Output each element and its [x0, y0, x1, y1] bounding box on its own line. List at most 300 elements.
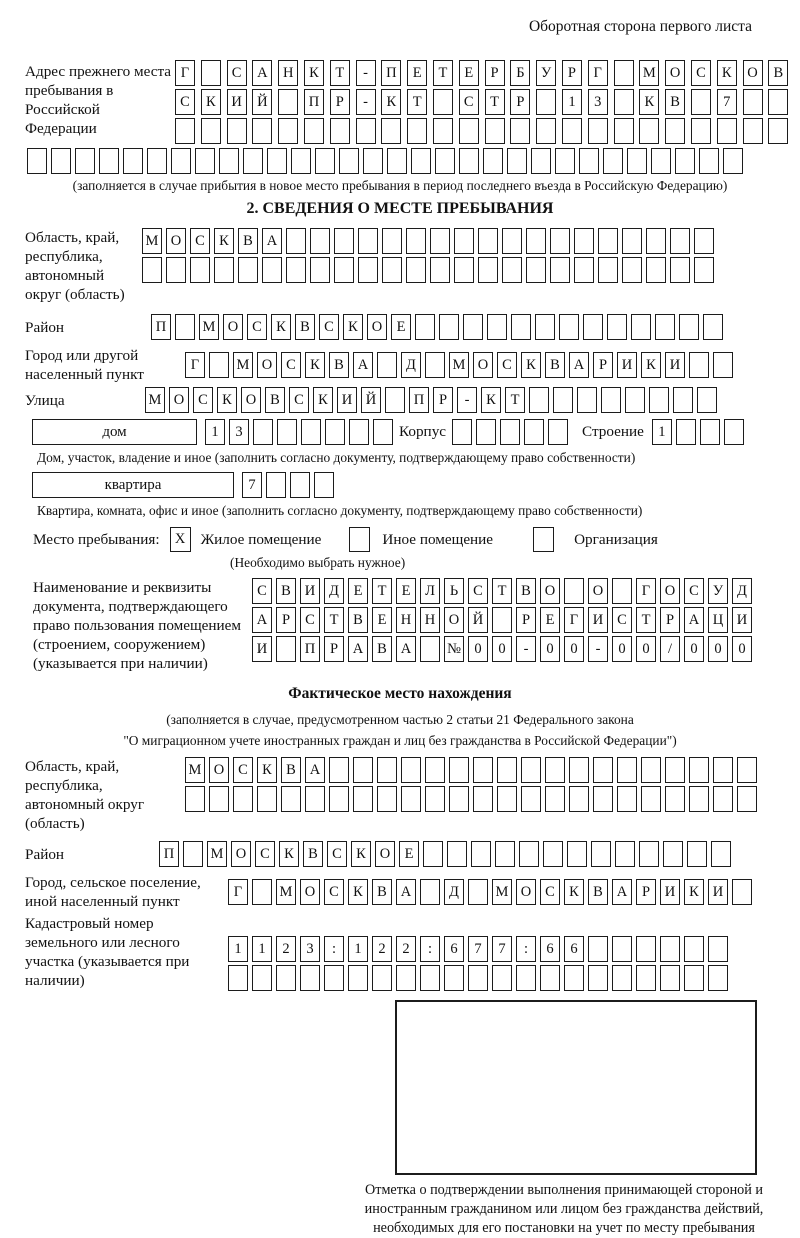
- char-cell: С: [247, 314, 267, 340]
- char-cell: [492, 607, 512, 633]
- char-cell: [425, 757, 445, 783]
- char-cell: Р: [330, 89, 350, 115]
- char-cell: [377, 786, 397, 812]
- char-cell: [262, 257, 282, 283]
- char-cell: 6: [444, 936, 464, 962]
- char-cell: [276, 965, 296, 991]
- char-cell: В: [372, 636, 392, 662]
- char-cell: [463, 314, 483, 340]
- char-cell: 0: [564, 636, 584, 662]
- char-cell: 3: [588, 89, 608, 115]
- char-cell: -: [588, 636, 608, 662]
- char-cell: [356, 118, 376, 144]
- char-cell: [277, 419, 297, 445]
- char-cell: [717, 118, 737, 144]
- document-row-2: [252, 607, 756, 633]
- char-cell: [689, 352, 709, 378]
- char-cell: [562, 118, 582, 144]
- char-cell: А: [684, 607, 704, 633]
- char-cell: [353, 757, 373, 783]
- char-cell: И: [708, 879, 728, 905]
- char-cell: [703, 314, 723, 340]
- char-cell: :: [420, 936, 440, 962]
- char-cell: Е: [348, 578, 368, 604]
- stay-type-option-organization: Организация: [574, 530, 658, 548]
- char-cell: [330, 118, 350, 144]
- char-cell: [401, 786, 421, 812]
- char-cell: С: [255, 841, 275, 867]
- char-cell: 0: [684, 636, 704, 662]
- house-number-cells: [205, 419, 397, 445]
- char-cell: [310, 228, 330, 254]
- char-cell: 7: [492, 936, 512, 962]
- char-cell: [732, 879, 752, 905]
- char-cell: [591, 841, 611, 867]
- char-cell: [382, 228, 402, 254]
- char-cell: [531, 148, 551, 174]
- char-cell: [27, 148, 47, 174]
- char-cell: [641, 786, 661, 812]
- char-cell: [651, 148, 671, 174]
- char-cell: [574, 257, 594, 283]
- char-cell: С: [327, 841, 347, 867]
- apartment-box: квартира: [32, 472, 234, 498]
- char-cell: Т: [372, 578, 392, 604]
- char-cell: [614, 118, 634, 144]
- char-cell: [497, 757, 517, 783]
- char-cell: [310, 257, 330, 283]
- char-cell: [627, 148, 647, 174]
- char-cell: О: [241, 387, 261, 413]
- char-cell: П: [409, 387, 429, 413]
- char-cell: [334, 257, 354, 283]
- stay-type-label: Место пребывания:: [33, 530, 160, 548]
- char-cell: П: [159, 841, 179, 867]
- char-cell: Т: [505, 387, 525, 413]
- char-cell: [304, 118, 324, 144]
- char-cell: А: [348, 636, 368, 662]
- char-cell: 2: [396, 936, 416, 962]
- char-cell: [737, 786, 757, 812]
- char-cell: [687, 841, 707, 867]
- char-cell: [679, 314, 699, 340]
- char-cell: [406, 228, 426, 254]
- char-cell: В: [295, 314, 315, 340]
- char-cell: [201, 118, 221, 144]
- char-cell: К: [684, 879, 704, 905]
- char-cell: Е: [396, 578, 416, 604]
- char-cell: [673, 387, 693, 413]
- char-cell: И: [660, 879, 680, 905]
- char-cell: С: [540, 879, 560, 905]
- char-cell: [593, 757, 613, 783]
- street-row: [145, 387, 721, 413]
- char-cell: К: [271, 314, 291, 340]
- char-cell: [555, 148, 575, 174]
- char-cell: [622, 257, 642, 283]
- char-cell: [147, 148, 167, 174]
- cadastral-row-1: [228, 936, 732, 962]
- char-cell: [238, 257, 258, 283]
- char-cell: [612, 578, 632, 604]
- char-cell: [502, 228, 522, 254]
- char-cell: [564, 578, 584, 604]
- korpus-label: Корпус: [399, 423, 447, 440]
- char-cell: [649, 387, 669, 413]
- char-cell: С: [175, 89, 195, 115]
- char-cell: [349, 419, 369, 445]
- char-cell: К: [521, 352, 541, 378]
- char-cell: 3: [300, 936, 320, 962]
- char-cell: К: [351, 841, 371, 867]
- char-cell: С: [459, 89, 479, 115]
- char-cell: П: [151, 314, 171, 340]
- char-cell: [521, 786, 541, 812]
- char-cell: [723, 148, 743, 174]
- char-cell: Й: [361, 387, 381, 413]
- char-cell: И: [617, 352, 637, 378]
- char-cell: [559, 314, 579, 340]
- char-cell: В: [516, 578, 536, 604]
- char-cell: П: [300, 636, 320, 662]
- char-cell: [614, 89, 634, 115]
- char-cell: [507, 148, 527, 174]
- char-cell: В: [276, 578, 296, 604]
- char-cell: К: [257, 757, 277, 783]
- char-cell: О: [588, 578, 608, 604]
- char-cell: В: [329, 352, 349, 378]
- char-cell: [646, 228, 666, 254]
- stay-type-note: (Необходимо выбрать нужное): [230, 555, 406, 570]
- apartment-caption: Квартира, комната, офис и иное (заполнить согласно документу, подтверждающему право собственности): [37, 503, 643, 518]
- char-cell: В: [348, 607, 368, 633]
- char-cell: [334, 228, 354, 254]
- char-cell: А: [569, 352, 589, 378]
- char-cell: К: [641, 352, 661, 378]
- char-cell: [175, 118, 195, 144]
- prev-address-row-3: [175, 118, 794, 144]
- char-cell: С: [468, 578, 488, 604]
- char-cell: М: [639, 60, 659, 86]
- char-cell: [286, 257, 306, 283]
- char-cell: [433, 118, 453, 144]
- char-cell: О: [300, 879, 320, 905]
- char-cell: [449, 786, 469, 812]
- char-cell: К: [564, 879, 584, 905]
- char-cell: И: [252, 636, 272, 662]
- actual-location-title: Фактическое место нахождения: [288, 685, 512, 702]
- char-cell: [425, 352, 445, 378]
- char-cell: Р: [433, 387, 453, 413]
- stroenie-label: Строение: [582, 423, 644, 440]
- char-cell: К: [639, 89, 659, 115]
- char-cell: 1: [562, 89, 582, 115]
- char-cell: [768, 89, 788, 115]
- char-cell: [329, 786, 349, 812]
- char-cell: [593, 786, 613, 812]
- char-cell: Б: [510, 60, 530, 86]
- char-cell: Е: [540, 607, 560, 633]
- char-cell: Р: [516, 607, 536, 633]
- char-cell: [348, 965, 368, 991]
- char-cell: [583, 314, 603, 340]
- char-cell: [358, 228, 378, 254]
- fact-region-row-1: [185, 757, 761, 783]
- char-cell: [670, 257, 690, 283]
- char-cell: [641, 757, 661, 783]
- char-cell: Н: [396, 607, 416, 633]
- char-cell: [396, 965, 416, 991]
- char-cell: 7: [717, 89, 737, 115]
- char-cell: С: [300, 607, 320, 633]
- char-cell: М: [142, 228, 162, 254]
- char-cell: 0: [732, 636, 752, 662]
- char-cell: [598, 228, 618, 254]
- char-cell: [420, 879, 440, 905]
- char-cell: 3: [229, 419, 249, 445]
- char-cell: [660, 965, 680, 991]
- char-cell: [166, 257, 186, 283]
- char-cell: [190, 257, 210, 283]
- char-cell: О: [223, 314, 243, 340]
- document-label: Наименование и реквизиты документа, подтверждающего право пользования помещением (строением, сооружением) (указывается при наличии): [33, 579, 242, 672]
- char-cell: [553, 387, 573, 413]
- char-cell: [564, 965, 584, 991]
- char-cell: [425, 786, 445, 812]
- char-cell: [689, 786, 709, 812]
- char-cell: О: [209, 757, 229, 783]
- char-cell: О: [367, 314, 387, 340]
- char-cell: Т: [330, 60, 350, 86]
- char-cell: [473, 757, 493, 783]
- char-cell: Г: [175, 60, 195, 86]
- char-cell: [569, 757, 589, 783]
- char-cell: М: [185, 757, 205, 783]
- char-cell: [278, 89, 298, 115]
- char-cell: С: [281, 352, 301, 378]
- char-cell: С: [227, 60, 247, 86]
- char-cell: [253, 419, 273, 445]
- char-cell: [617, 757, 637, 783]
- region-label: Область, край, республика, автономный округ (область): [25, 229, 125, 303]
- char-cell: [243, 148, 263, 174]
- char-cell: [468, 879, 488, 905]
- char-cell: [487, 314, 507, 340]
- char-cell: [607, 314, 627, 340]
- char-cell: М: [207, 841, 227, 867]
- char-cell: [526, 228, 546, 254]
- char-cell: [423, 841, 443, 867]
- char-cell: [301, 419, 321, 445]
- char-cell: [435, 148, 455, 174]
- char-cell: Г: [636, 578, 656, 604]
- char-cell: [252, 965, 272, 991]
- char-cell: [639, 118, 659, 144]
- char-cell: К: [348, 879, 368, 905]
- char-cell: [601, 387, 621, 413]
- char-cell: Т: [485, 89, 505, 115]
- char-cell: [373, 419, 393, 445]
- char-cell: А: [353, 352, 373, 378]
- char-cell: [636, 965, 656, 991]
- stay-type-checkbox-organization: [533, 527, 554, 552]
- char-cell: [459, 118, 479, 144]
- char-cell: [358, 257, 378, 283]
- char-cell: [99, 148, 119, 174]
- char-cell: [411, 148, 431, 174]
- char-cell: [577, 387, 597, 413]
- char-cell: О: [231, 841, 251, 867]
- char-cell: Т: [433, 60, 453, 86]
- street-label: Улица: [25, 392, 65, 409]
- char-cell: М: [276, 879, 296, 905]
- char-cell: Й: [468, 607, 488, 633]
- char-cell: В: [238, 228, 258, 254]
- page-side-note: Оборотная сторона первого листа: [528, 18, 752, 35]
- char-cell: [476, 419, 496, 445]
- char-cell: [183, 841, 203, 867]
- char-cell: [454, 257, 474, 283]
- char-cell: С: [497, 352, 517, 378]
- char-cell: Д: [401, 352, 421, 378]
- char-cell: С: [324, 879, 344, 905]
- char-cell: [676, 419, 696, 445]
- char-cell: М: [492, 879, 512, 905]
- char-cell: [75, 148, 95, 174]
- char-cell: [363, 148, 383, 174]
- char-cell: [415, 314, 435, 340]
- char-cell: [536, 118, 556, 144]
- char-cell: [483, 148, 503, 174]
- char-cell: [51, 148, 71, 174]
- char-cell: О: [257, 352, 277, 378]
- char-cell: [684, 936, 704, 962]
- char-cell: [227, 118, 247, 144]
- char-cell: [743, 118, 763, 144]
- char-cell: 1: [205, 419, 225, 445]
- char-cell: [420, 636, 440, 662]
- char-cell: [708, 936, 728, 962]
- char-cell: В: [588, 879, 608, 905]
- char-cell: [526, 257, 546, 283]
- char-cell: [430, 257, 450, 283]
- char-cell: [219, 148, 239, 174]
- char-cell: [743, 89, 763, 115]
- char-cell: [209, 786, 229, 812]
- char-cell: [665, 757, 685, 783]
- char-cell: 1: [348, 936, 368, 962]
- char-cell: [603, 148, 623, 174]
- char-cell: 6: [564, 936, 584, 962]
- char-cell: М: [199, 314, 219, 340]
- char-cell: -: [356, 60, 376, 86]
- char-cell: [459, 148, 479, 174]
- stamp-caption: Отметка о подтверждении выполнения принимающей стороной и иностранным гражданином или лицом без гражданства действий, необходимых для его постановки на учет по месту пребывания: [364, 1182, 764, 1236]
- char-cell: И: [588, 607, 608, 633]
- char-cell: О: [743, 60, 763, 86]
- char-cell: [233, 786, 253, 812]
- char-cell: [492, 965, 512, 991]
- char-cell: [252, 118, 272, 144]
- char-cell: [449, 757, 469, 783]
- char-cell: 7: [468, 936, 488, 962]
- char-cell: [407, 118, 427, 144]
- char-cell: [550, 228, 570, 254]
- char-cell: [209, 352, 229, 378]
- char-cell: [612, 936, 632, 962]
- char-cell: [510, 118, 530, 144]
- stamp-box: [395, 1000, 757, 1175]
- stroenie-cells: [652, 419, 748, 445]
- char-cell: К: [217, 387, 237, 413]
- char-cell: К: [343, 314, 363, 340]
- char-cell: [540, 965, 560, 991]
- char-cell: [430, 228, 450, 254]
- stay-type-checkbox-other: [349, 527, 370, 552]
- char-cell: [529, 387, 549, 413]
- fact-region-row-2: [185, 786, 761, 812]
- char-cell: Е: [407, 60, 427, 86]
- char-cell: Р: [562, 60, 582, 86]
- char-cell: [639, 841, 659, 867]
- char-cell: К: [214, 228, 234, 254]
- char-cell: [123, 148, 143, 174]
- char-cell: [290, 472, 310, 498]
- char-cell: [291, 148, 311, 174]
- char-cell: [406, 257, 426, 283]
- char-cell: [588, 936, 608, 962]
- char-cell: Е: [391, 314, 411, 340]
- char-cell: Д: [324, 578, 344, 604]
- char-cell: В: [281, 757, 301, 783]
- char-cell: [519, 841, 539, 867]
- char-cell: [536, 89, 556, 115]
- char-cell: -: [356, 89, 376, 115]
- char-cell: 0: [492, 636, 512, 662]
- char-cell: К: [279, 841, 299, 867]
- char-cell: [339, 148, 359, 174]
- char-cell: 0: [612, 636, 632, 662]
- char-cell: [516, 965, 536, 991]
- char-cell: С: [691, 60, 711, 86]
- char-cell: [171, 148, 191, 174]
- prev-address-rows: [175, 60, 794, 147]
- city-label: Город или другой населенный пункт: [25, 347, 144, 383]
- char-cell: [433, 89, 453, 115]
- char-cell: [444, 965, 464, 991]
- char-cell: М: [145, 387, 165, 413]
- char-cell: [567, 841, 587, 867]
- char-cell: -: [457, 387, 477, 413]
- char-cell: П: [304, 89, 324, 115]
- char-cell: 1: [228, 936, 248, 962]
- char-cell: Г: [564, 607, 584, 633]
- char-cell: [300, 965, 320, 991]
- char-cell: Р: [276, 607, 296, 633]
- char-cell: Т: [636, 607, 656, 633]
- district-label: Район: [25, 319, 65, 336]
- char-cell: [711, 841, 731, 867]
- char-cell: 2: [372, 936, 392, 962]
- char-cell: [468, 965, 488, 991]
- char-cell: [439, 314, 459, 340]
- fact-region-label: Область, край, республика, автономный округ (область): [25, 758, 145, 832]
- char-cell: [631, 314, 651, 340]
- char-cell: Р: [660, 607, 680, 633]
- char-cell: 0: [540, 636, 560, 662]
- char-cell: 1: [252, 936, 272, 962]
- char-cell: [700, 419, 720, 445]
